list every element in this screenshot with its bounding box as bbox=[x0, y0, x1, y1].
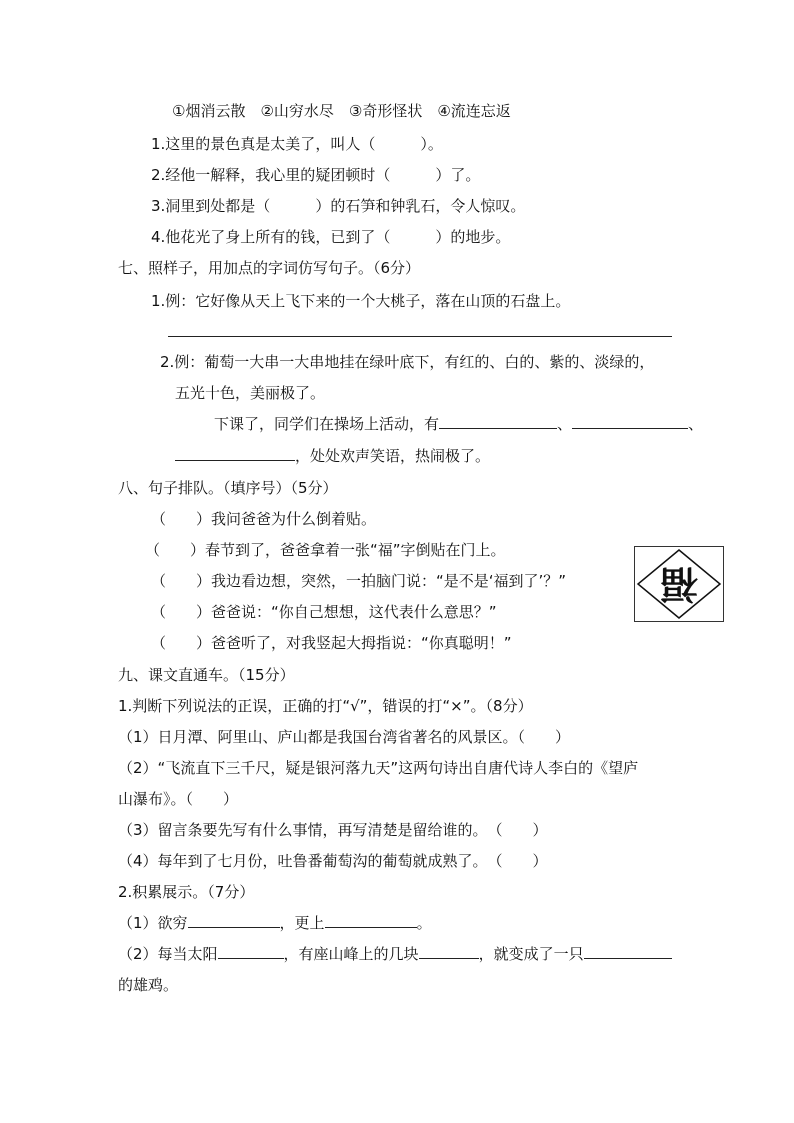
text-fill-b: ，有座山峰上的几块 bbox=[283, 945, 419, 963]
judge-statement-2-line-2: 山瀑布》。（ ） bbox=[118, 790, 239, 808]
order-sentence-4: （ ）爸爸说：“你自己想想，这代表什么意思？” bbox=[151, 603, 497, 621]
poem-text-c: 。 bbox=[416, 914, 432, 932]
text-fill-a: （2）每当太阳 bbox=[118, 945, 218, 963]
text-fill-line bbox=[118, 944, 672, 964]
example-sentence-1: 1.例：它好像从天上飞下来的一个大桃子，落在山顶的石盘上。 bbox=[151, 292, 571, 310]
fu-diamond-graphic bbox=[635, 547, 723, 621]
fill-blank-2[interactable] bbox=[572, 414, 688, 429]
fill-blank-1[interactable] bbox=[439, 414, 557, 429]
text-fill-c: ，就变成了一只 bbox=[478, 945, 584, 963]
section-9-title: 九、课文直通车。（15分） bbox=[118, 666, 295, 684]
separator-1: 、 bbox=[557, 415, 573, 433]
poem-text-b: ，更上 bbox=[279, 914, 325, 932]
order-sentence-2: （ ）春节到了，爸爸拿着一张“福”字倒贴在门上。 bbox=[145, 541, 506, 559]
separator-2: 、 bbox=[688, 415, 704, 433]
order-sentence-1: （ ）我问爸爸为什么倒着贴。 bbox=[151, 510, 377, 528]
imitation-text-a: 下课了，同学们在操场上活动，有 bbox=[214, 415, 440, 433]
section-7-title: 七、照样子，用加点的字词仿写句子。（6分） bbox=[118, 259, 421, 277]
poem-blank-2[interactable] bbox=[325, 913, 417, 928]
answer-line-1[interactable] bbox=[168, 336, 672, 337]
idiom-question-3: 3.洞里到处都是（ ）的石笋和钟乳石，令人惊叹。 bbox=[151, 197, 526, 215]
text-fill-end: 的雄鸡。 bbox=[118, 976, 179, 994]
text-blank-3[interactable] bbox=[584, 944, 672, 959]
poem-fill-line bbox=[118, 913, 432, 933]
order-sentence-5: （ ）爸爸听了，对我竖起大拇指说：“你真聪明！” bbox=[151, 634, 512, 652]
fu-character: 福 bbox=[659, 562, 699, 606]
judge-instructions: 1.判断下列说法的正误，正确的打“√”，错误的打“×”。（8分） bbox=[118, 697, 533, 715]
imitation-sentence-line-1 bbox=[214, 414, 703, 434]
idiom-question-2: 2.经他一解释，我心里的疑团顿时（ ）了。 bbox=[151, 166, 481, 184]
idiom-options: ①烟消云散 ②山穷水尽 ③奇形怪状 ④流连忘返 bbox=[172, 102, 511, 120]
idiom-question-4: 4.他花光了身上所有的钱，已到了（ ）的地步。 bbox=[151, 228, 511, 246]
poem-blank-1[interactable] bbox=[188, 913, 280, 928]
example-sentence-2-line-1: 2.例：葡萄一大串一大串地挂在绿叶底下，有红的、白的、紫的、淡绿的， bbox=[160, 353, 655, 371]
upside-down-fu-image bbox=[634, 546, 724, 622]
judge-statement-2-line-1: （2）“飞流直下三千尺，疑是银河落九天”这两句诗出自唐代诗人李白的《望庐 bbox=[118, 759, 639, 777]
accumulation-title: 2.积累展示。（7分） bbox=[118, 883, 255, 901]
idiom-question-1: 1.这里的景色真是太美了，叫人（ ）。 bbox=[151, 135, 443, 153]
text-blank-1[interactable] bbox=[218, 944, 284, 959]
imitation-text-b: ，处处欢声笑语，热闹极了。 bbox=[295, 447, 491, 465]
poem-text-a: （1）欲穷 bbox=[118, 914, 188, 932]
fill-blank-3[interactable] bbox=[175, 446, 295, 461]
judge-statement-4: （4）每年到了七月份，吐鲁番葡萄沟的葡萄就成熟了。 （ ） bbox=[118, 852, 548, 870]
text-blank-2[interactable] bbox=[419, 944, 479, 959]
judge-statement-3: （3）留言条要先写有什么事情，再写清楚是留给谁的。 （ ） bbox=[118, 821, 548, 839]
order-sentence-3: （ ）我边看边想，突然，一拍脑门说：“是不是‘福到了’？” bbox=[151, 572, 567, 590]
example-sentence-2-line-2: 五光十色，美丽极了。 bbox=[175, 384, 326, 402]
section-8-title: 八、句子排队。（填序号）（5分） bbox=[118, 479, 338, 497]
judge-statement-1: （1）日月潭、阿里山、庐山都是我国台湾省著名的风景区。（ ） bbox=[118, 728, 571, 746]
imitation-sentence-line-2 bbox=[175, 446, 490, 466]
